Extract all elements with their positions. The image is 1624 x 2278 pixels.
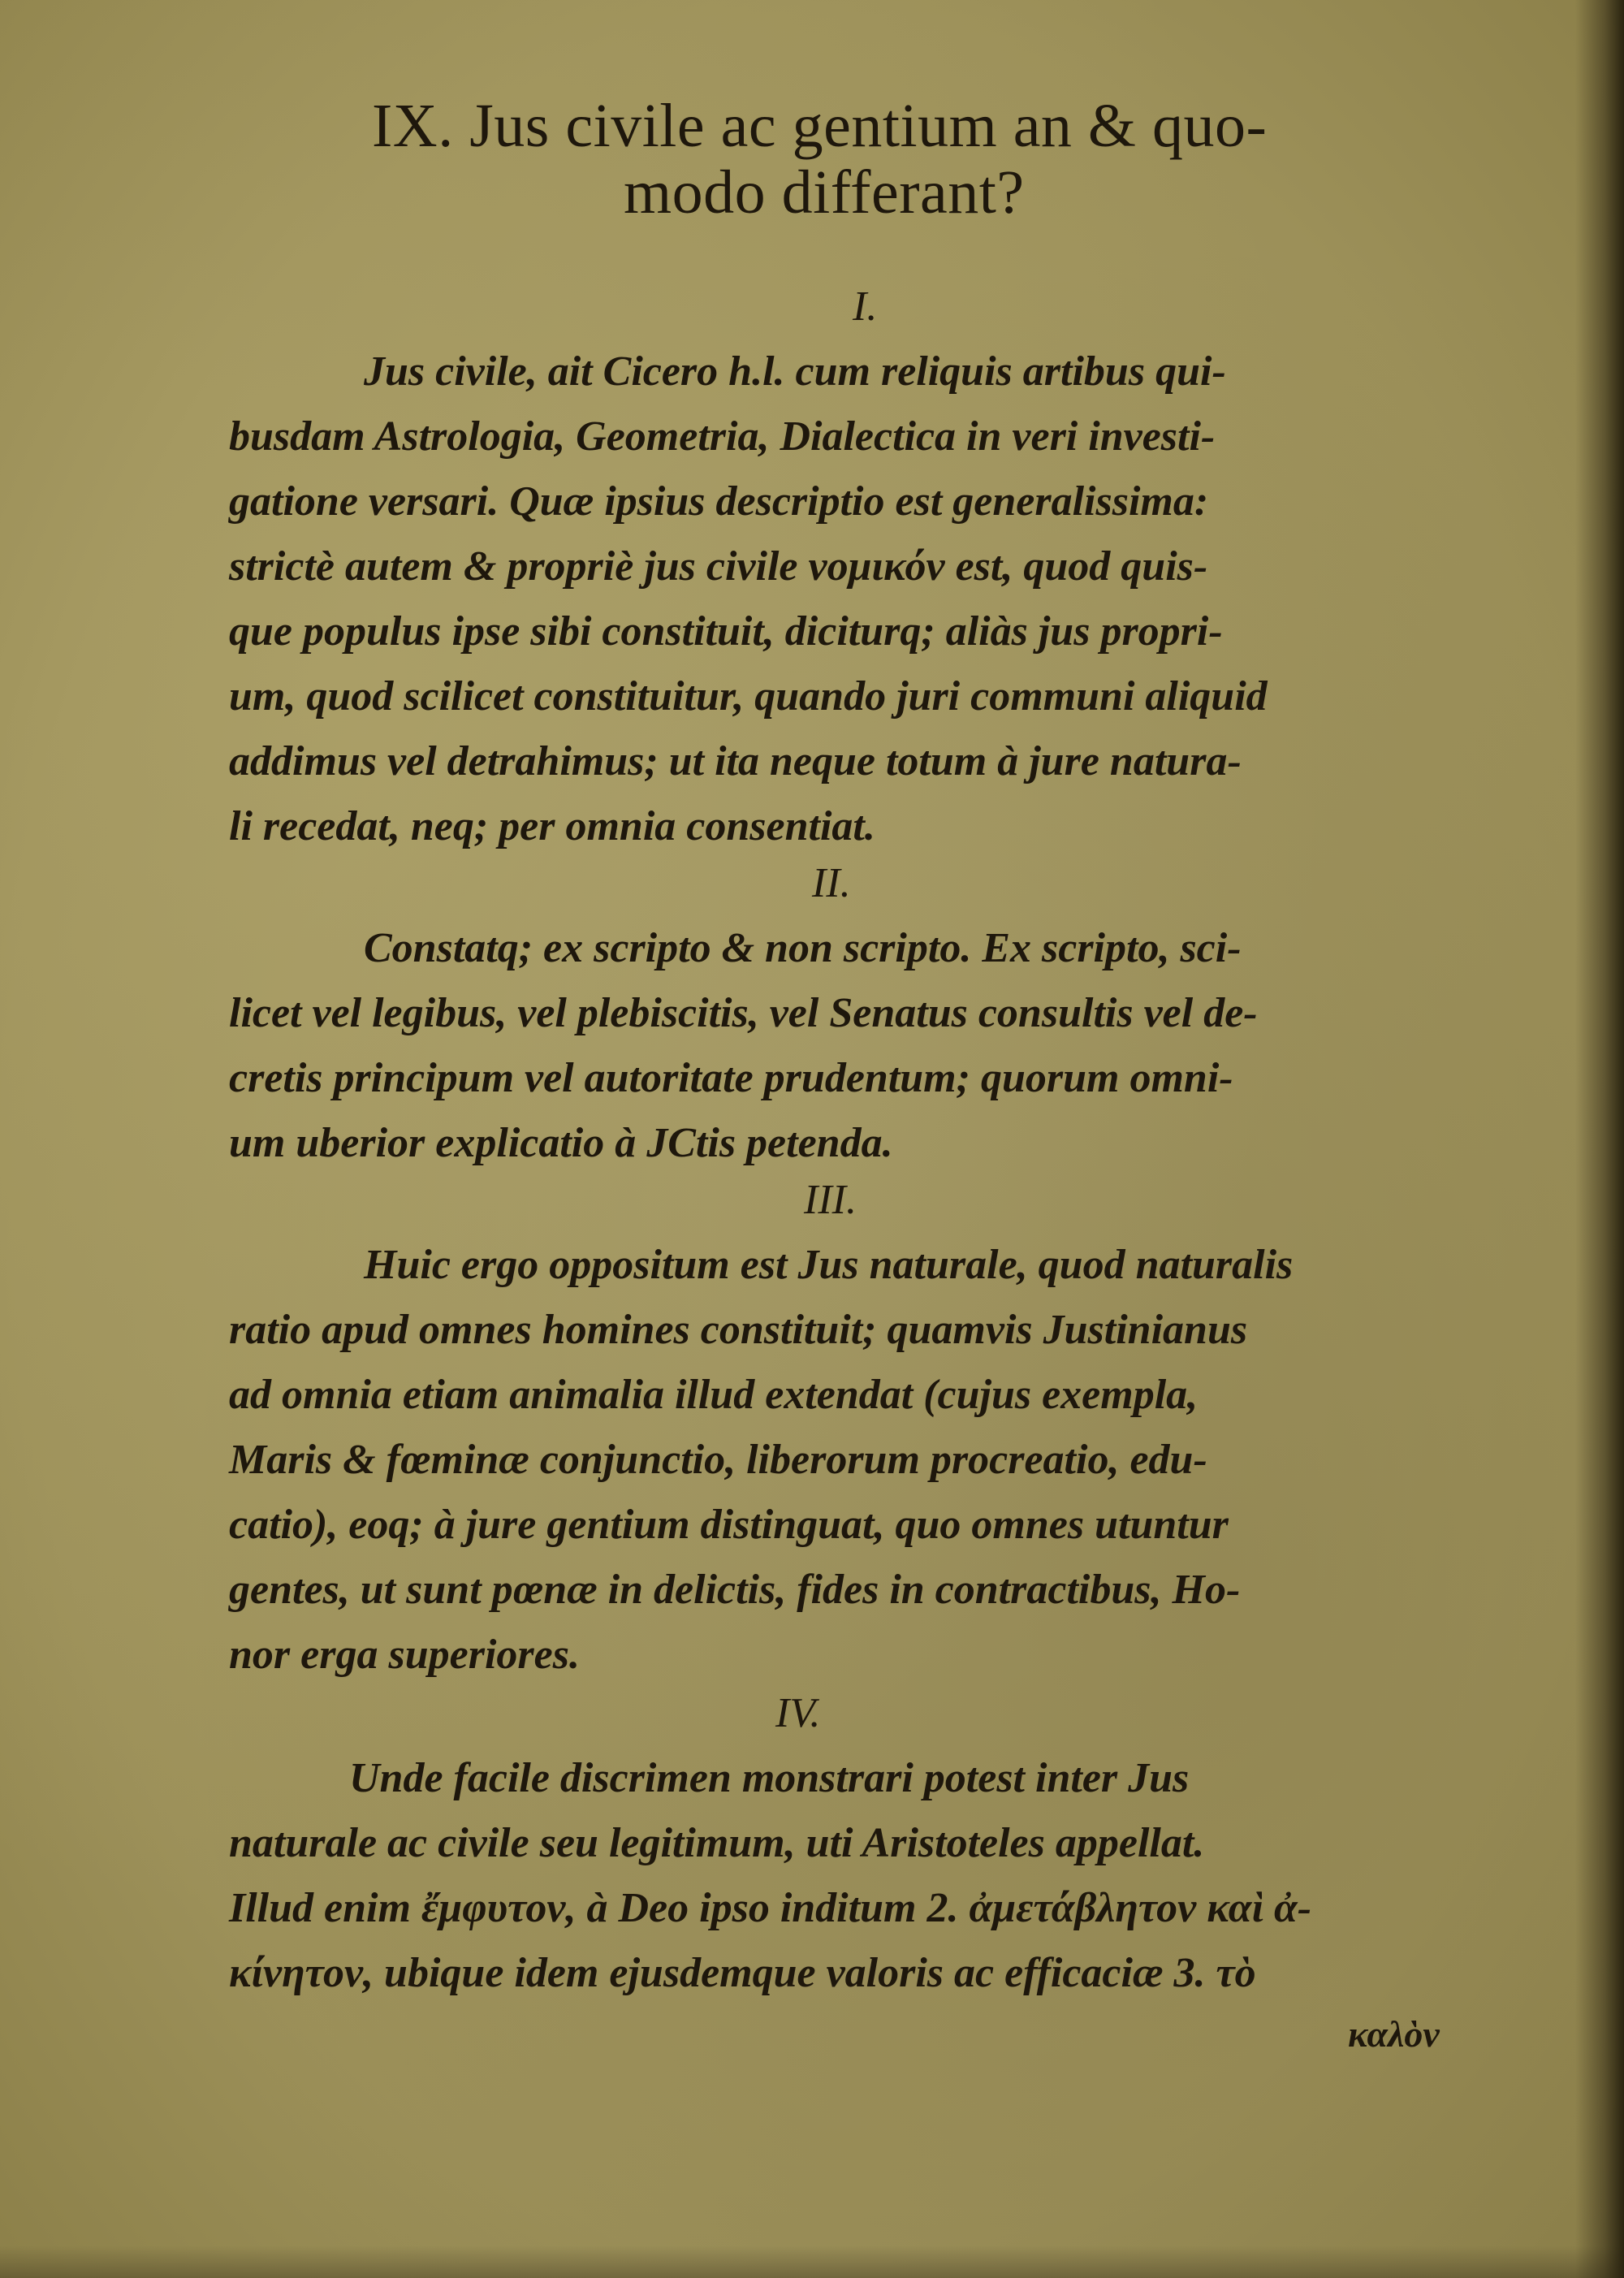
text-line: Constatq; ex scripto & non scripto. Ex scripto, sci-: [364, 925, 1242, 971]
text-line: li recedat, neq; per omnia consentiat.: [229, 803, 875, 849]
text-line: naturale ac civile seu legitimum, uti Aristoteles appellat.: [229, 1820, 1205, 1866]
text-line: strictè autem & propriè jus civile νομικόν est, quod quis-: [229, 543, 1208, 590]
text-line: Huic ergo oppositum est Jus naturale, quod naturalis: [364, 1242, 1294, 1288]
text-line: Unde facile discrimen monstrari potest inter Jus: [349, 1755, 1190, 1801]
text-line: gatione versari. Quæ ipsius descriptio est generalissima:: [229, 478, 1209, 525]
text-line: gentes, ut sunt pœnæ in delictis, fides in contractibus, Ho-: [229, 1567, 1241, 1613]
text-line: κίνητον, ubique idem ejusdemque valoris ac efficaciæ 3. τὸ: [229, 1950, 1256, 1996]
text-line: um, quod scilicet constituitur, quando juri communi aliquid: [229, 673, 1268, 720]
heading-line-1: IX. Jus civile ac gentium an & quo-: [372, 92, 1268, 160]
text-line: ratio apud omnes homines constituit; quamvis Justinianus: [229, 1307, 1248, 1353]
heading-line-2: modo differant?: [624, 158, 1025, 227]
text-line: Illud enim ἔμφυτον, à Deo ipso inditum 2. ἀμετάβλητον καὶ ἀ-: [229, 1885, 1312, 1931]
text-line: nor erga superiores.: [229, 1632, 580, 1678]
text-line: um uberior explicatio à JCtis petenda.: [229, 1120, 893, 1166]
section-numeral-4: IV.: [775, 1690, 821, 1736]
text-line: cretis principum vel autoritate prudentum; quorum omni-: [229, 1055, 1233, 1101]
section-numeral-3: III.: [804, 1177, 857, 1223]
text-line: licet vel legibus, vel plebiscitis, vel Senatus consultis vel de-: [229, 990, 1258, 1036]
section-numeral-1: I.: [853, 283, 878, 330]
page-gutter-shadow: [1575, 0, 1624, 2278]
text-line: Jus civile, ait Cicero h.l. cum reliquis artibus qui-: [364, 348, 1226, 395]
page-bottom-edge: [0, 2246, 1624, 2278]
section-numeral-2: II.: [812, 860, 851, 906]
text-line: busdam Astrologia, Geometria, Dialectica in veri investi-: [229, 413, 1216, 460]
text-line: que populus ipse sibi constituit, diciturq; aliàs jus propri-: [229, 608, 1223, 655]
text-line: catio), eoq; à jure gentium distinguat, quo omnes utuntur: [229, 1502, 1229, 1548]
text-line: ad omnia etiam animalia illud extendat (cujus exempla,: [229, 1372, 1199, 1418]
catchword: καλὸν: [1348, 2013, 1440, 2055]
text-line: Maris & fœminæ conjunctio, liberorum procreatio, edu-: [229, 1437, 1207, 1483]
text-line: addimus vel detrahimus; ut ita neque totum à jure natura-: [229, 738, 1242, 785]
